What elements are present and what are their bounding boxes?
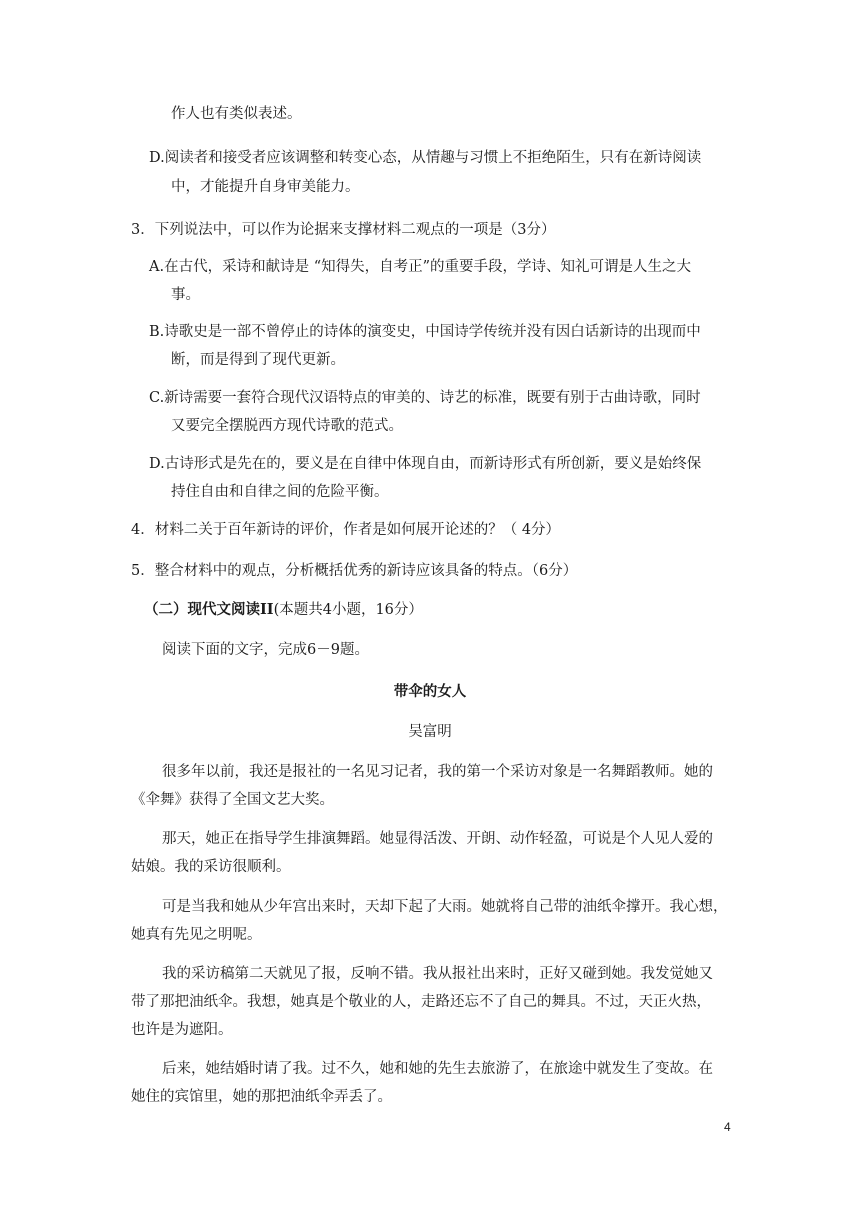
q3-option-a-line-1: A.在古代，采诗和献诗是 “知得失，自考正”的重要手段，学诗、知礼可谓是人生之大 bbox=[149, 259, 692, 275]
section-heading-title: （二）现代文阅读II bbox=[144, 601, 274, 618]
section-heading bbox=[144, 600, 423, 620]
reading-instruction: 阅读下面的文字，完成6－9题。 bbox=[162, 642, 369, 658]
q3-option-b-line-2: 断，而是得到了现代更新。 bbox=[171, 352, 345, 368]
paragraph-5-line-1: 后来，她结婚时请了我。过不久，她和她的先生去旅游了，在旅途中就发生了变故。在 bbox=[162, 1061, 713, 1077]
paragraph-2-line-2: 姑娘。我的采访很顺利。 bbox=[131, 859, 291, 875]
paragraph-3-line-1: 可是当我和她从少年宫出来时，天却下起了大雨。她就将自己带的油纸伞撑开。我心想， bbox=[162, 899, 728, 915]
q3-option-d-line-2: 持住自由和自律之间的危险平衡。 bbox=[171, 484, 389, 500]
question-3: 3．下列说法中，可以作为论据来支撑材料二观点的一项是（3分） bbox=[131, 222, 556, 238]
question-4: 4．材料二关于百年新诗的评价，作者是如何展开论述的？（ 4分） bbox=[131, 522, 561, 538]
option-d-line-1: D.阅读者和接受者应该调整和转变心态，从情趣与习惯上不拒绝陌生，只有在新诗阅读 bbox=[149, 150, 702, 166]
paragraph-4-line-1: 我的采访稿第二天就见了报，反响不错。我从报社出来时，正好又碰到她。我发觉她又 bbox=[162, 966, 713, 982]
paragraph-4-line-2: 带了那把油纸伞。我想，她真是个敬业的人，走路还忘不了自己的舞具。不过，天正火热， bbox=[131, 994, 711, 1010]
paragraph-1-line-1: 很多年以前，我还是报社的一名见习记者，我的第一个采访对象是一名舞蹈教师。她的 bbox=[162, 764, 713, 780]
paragraph-3-line-2: 她真有先见之明呢。 bbox=[131, 927, 262, 943]
paragraph-2-line-1: 那天，她正在指导学生排演舞蹈。她显得活泼、开朗、动作轻盈，可说是个人见人爱的 bbox=[162, 831, 713, 847]
section-heading-note: (本题共4小题，16分） bbox=[273, 602, 423, 618]
option-d-line-2: 中，才能提升自身审美能力。 bbox=[171, 179, 360, 195]
paragraph-5-line-2: 她住的宾馆里，她的那把油纸伞弄丢了。 bbox=[131, 1089, 392, 1105]
story-author: 吴富明 bbox=[408, 724, 452, 740]
q3-option-b-line-1: B.诗歌史是一部不曾停止的诗体的演变史，中国诗学传统并没有因白话新诗的出现而中 bbox=[149, 324, 701, 340]
q3-option-a-line-2: 事。 bbox=[171, 287, 200, 303]
q3-option-d-line-1: D.古诗形式是先在的，要义是在自律中体现自由，而新诗形式有所创新，要义是始终保 bbox=[149, 456, 702, 472]
paragraph-4-line-3: 也许是为遮阳。 bbox=[131, 1022, 233, 1038]
paragraph-1-line-2: 《伞舞》获得了全国文艺大奖。 bbox=[131, 792, 334, 808]
q3-option-c-line-1: C.新诗需要一套符合现代汉语特点的审美的、诗艺的标准，既要有别于古曲诗歌，同时 bbox=[149, 390, 701, 406]
question-5: 5．整合材料中的观点，分析概括优秀的新诗应该具备的特点。（6分） bbox=[131, 563, 578, 579]
option-c-continuation: 作人也有类似表述。 bbox=[171, 106, 302, 122]
story-title: 带伞的女人 bbox=[393, 683, 467, 700]
q3-option-c-line-2: 又要完全摆脱西方现代诗歌的范式。 bbox=[171, 418, 403, 434]
page-number: 4 bbox=[724, 1120, 731, 1134]
